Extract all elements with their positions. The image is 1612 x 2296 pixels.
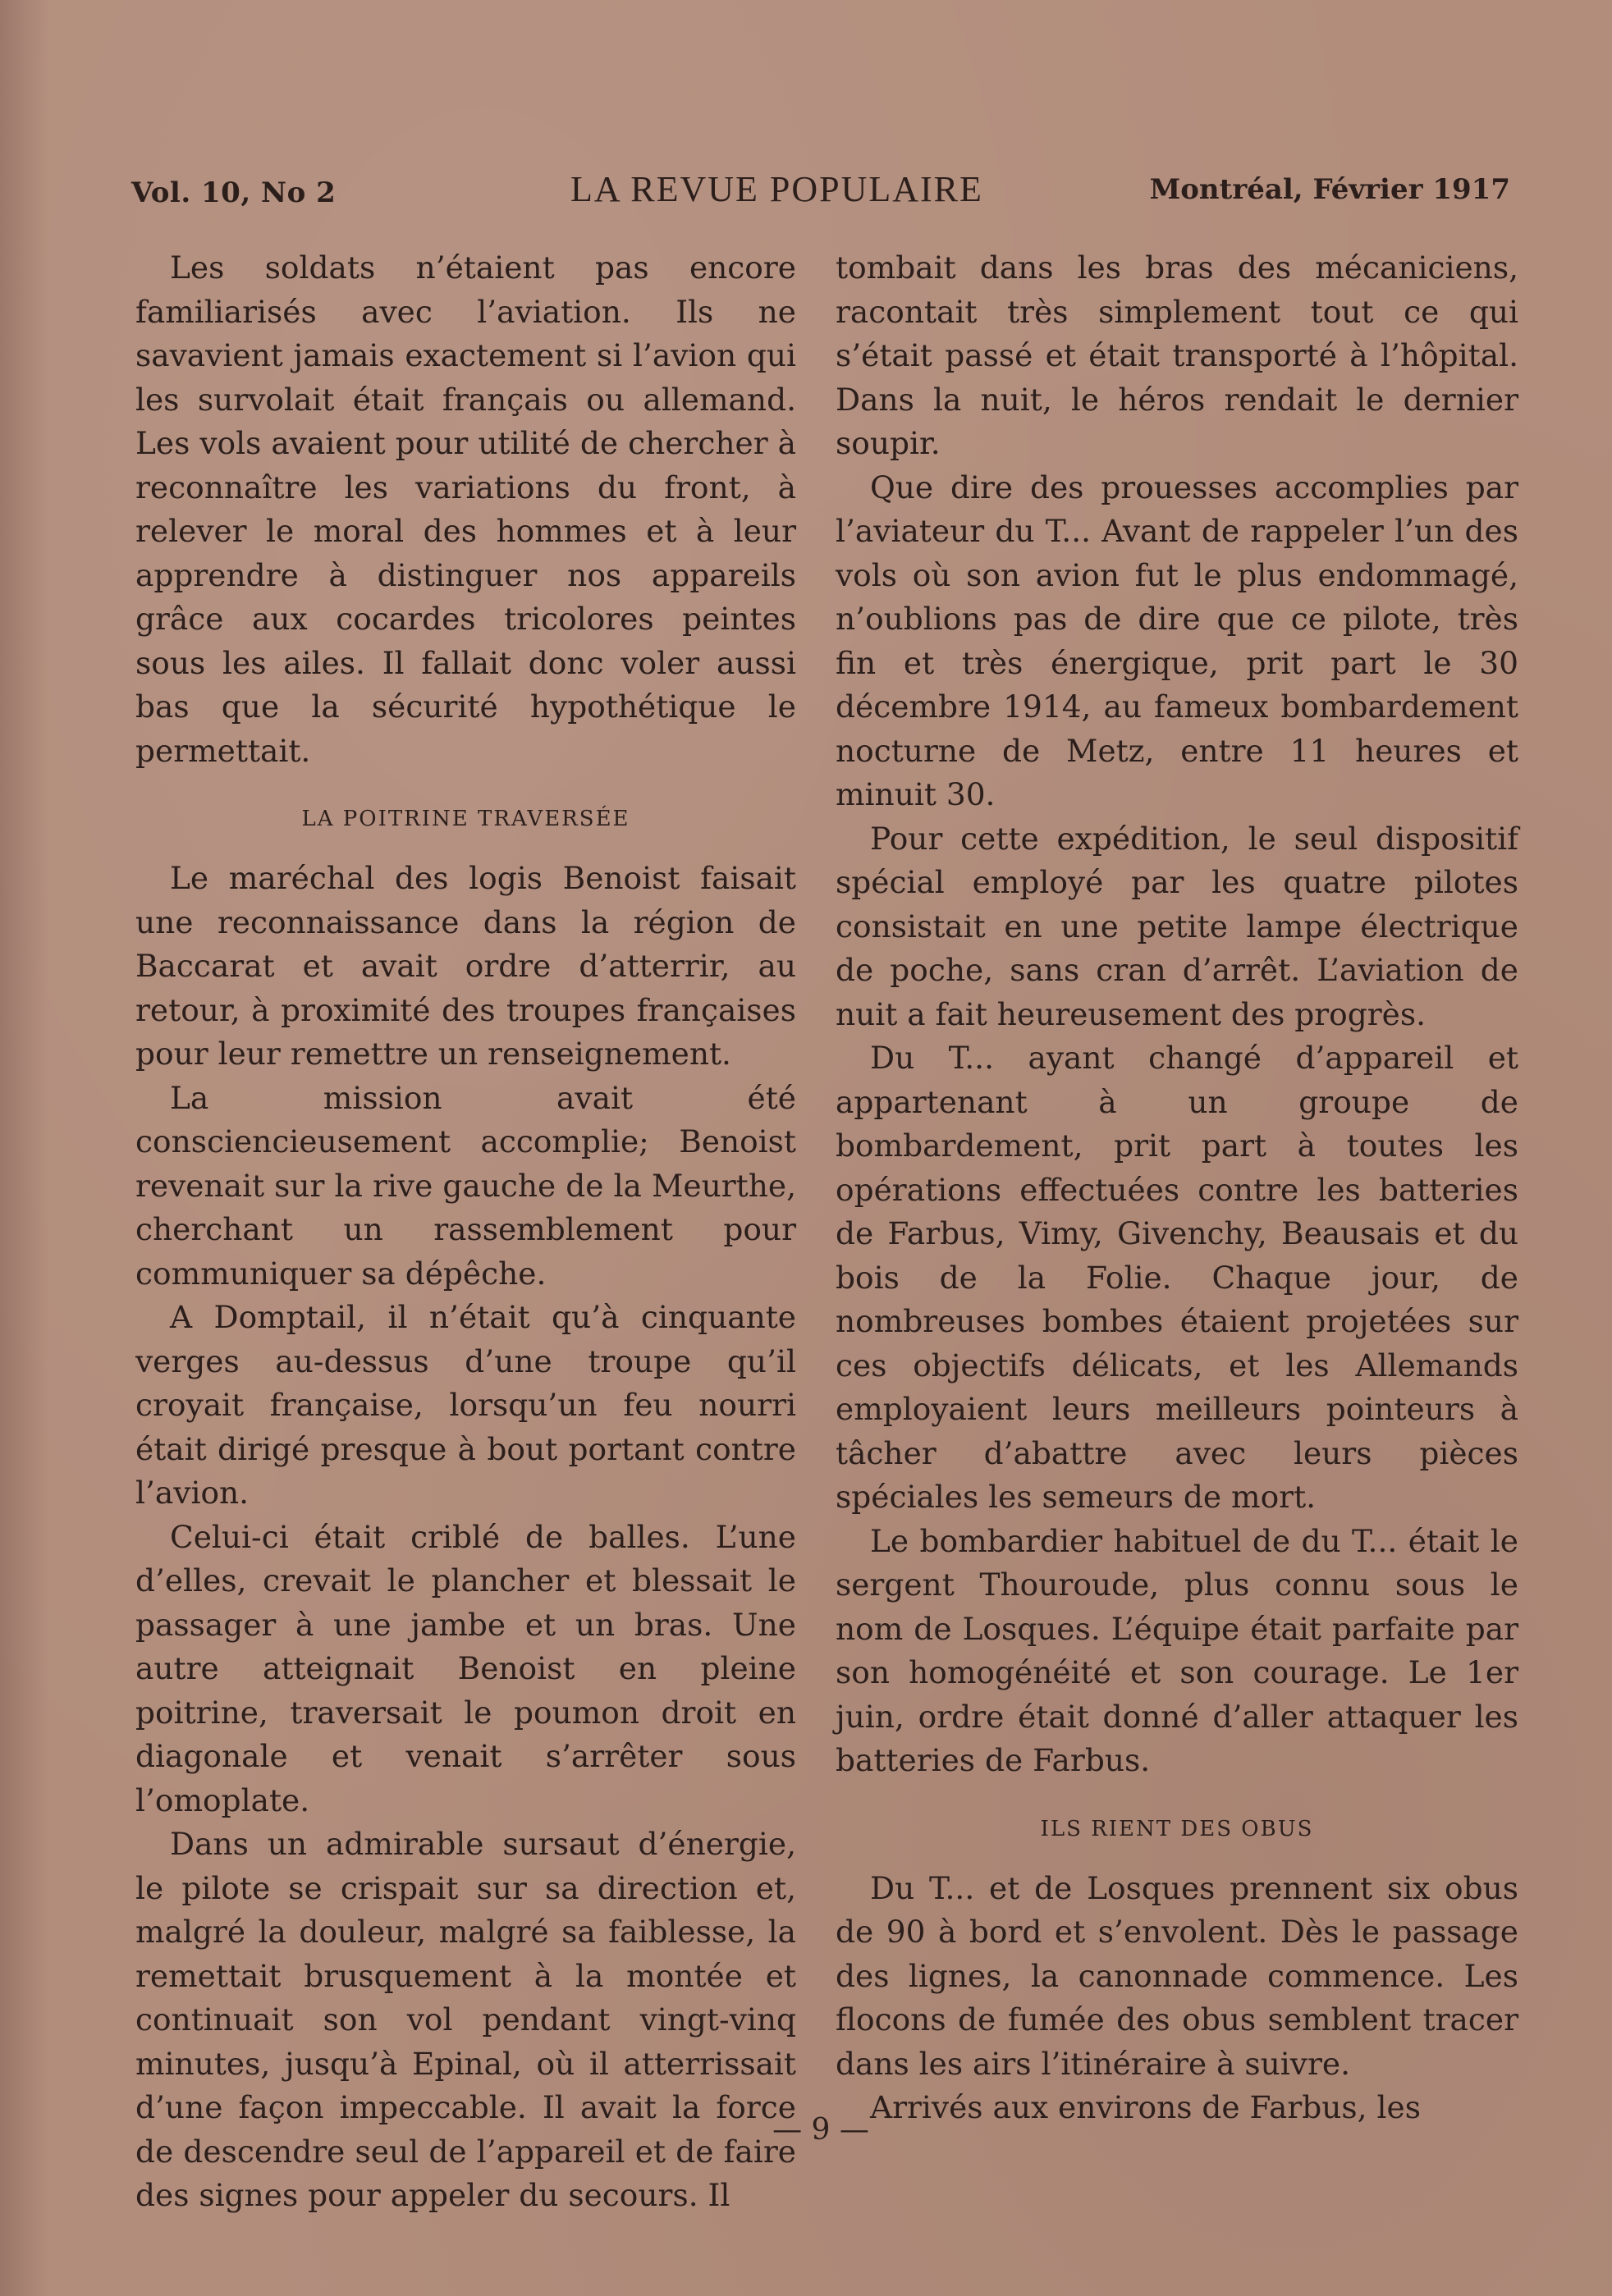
paragraph-continued: tombait dans les bras des mécaniciens, racontait très simplement tout ce qui s’était passé et était transporté à l’hôpital. Dans la nuit, le héros rendait le dernier soupir. [836, 249, 1518, 461]
paragraph: Les soldats n’étaient pas encore familiarisés avec l’aviation. Ils ne savavient jamais exactement si l’avion qui les survolait était français ou allemand. Les vols avaient pour utilité de chercher à reconnaître les variations du front, à relever le moral des hommes et à leur apprendre à distinguer nos appareils grâce aux cocardes tricolores peintes sous les ailes. Il fallait donc voler aussi bas que la sécurité hypothétique le permettait. [135, 249, 796, 769]
volume-number: Vol. 10, No 2 [131, 176, 337, 209]
paragraph: Que dire des prouesses accomplies par l’aviateur du T... Avant de rappeler l’un des vols où son avion fut le plus endommagé, n’oublions pas de dire que ce pilote, très fin et très énergique, prit part le 30 décembre 1914, au fameux bombardement nocturne de Metz, entre 11 heures et minuit 30. [836, 469, 1518, 812]
left-column [135, 246, 796, 2218]
publication-title: LA REVUE POPULAIRE [570, 169, 983, 209]
paragraph: A Domptail, il n’était qu’à cinquante verges au-dessus d’une troupe qu’il croyait française, lorsqu’un feu nourri était dirigé presque à bout portant contre l’avion. [135, 1299, 796, 1511]
paragraph: La mission avait été consciencieusement accomplie; Benoist revenait sur la rive gauche de la Meurthe, cherchant un rassemblement pour communiquer sa dépêche. [135, 1079, 796, 1292]
page-number: — 9 — [772, 2113, 869, 2147]
paragraph: Le maréchal des logis Benoist faisait une reconnaissance dans la région de Baccarat et avait ordre d’atterrir, au retour, à proximité des troupes françaises pour leur remettre un renseignement. [135, 860, 796, 1072]
running-header [131, 168, 1510, 217]
section-heading: ILS RIENT DES OBUS [1040, 1816, 1314, 1841]
paragraph: Pour cette expédition, le seul dispositif spécial employé par les quatre pilotes consistait en une petite lampe électrique de poche, sans cran d’arrêt. L’aviation de nuit a fait heureusement des progrès. [836, 820, 1518, 1032]
paragraph: Celui-ci était criblé de balles. L’une d’elles, crevait le plancher et blessait le passager à une jambe et un bras. Une autre atteignait Benoist en pleine poitrine, traversait le poumon droit en diagonale et venait s’arrêter sous l’omoplate. [135, 1518, 796, 1818]
paragraph: Du T... ayant changé d’appareil et appartenant à un groupe de bombardement, prit part à toutes les opérations effectuées contre les batteries de Farbus, Vimy, Givenchy, Beausais et du bois de la Folie. Chaque jour, de nombreuses bombes étaient projetées sur ces objectifs délicats, et les Allemands employaient leurs meilleurs pointeurs à tâcher d’abattre avec leurs pièces spéciales les semeurs de mort. [836, 1040, 1518, 1515]
paragraph: Arrivés aux environs de Farbus, les [870, 2089, 1421, 2125]
paragraph: Du T... et de Losques prennent six obus de 90 à bord et s’envolent. Dès le passage des lignes, la canonnade commence. Les flocons de fumée des obus semblent tracer dans les airs l’itinéraire à suivre. [836, 1869, 1518, 2082]
place-date: Montréal, Février 1917 [1149, 173, 1510, 206]
paragraph: Le bombardier habituel de du T... était le sergent Thouroude, plus connu sous le nom de Losques. L’équipe était parfaite par son homogénéité et son courage. Le 1er juin, ordre était donné d’aller attaquer les batteries de Farbus. [836, 1522, 1518, 1778]
paragraph: Dans un admirable sursaut d’énergie, le pilote se crispait sur sa direction et, malgré la douleur, malgré sa faiblesse, la remettait brusquement à la montée et continuait son vol pendant vingt-vinq minutes, jusqu’à Epinal, où il atterrissait d’une façon impeccable. Il avait la force de descendre seul de l’appareil et de faire des signes pour appeler du secours. Il [135, 1826, 796, 2213]
page-edge-shadow [0, 0, 49, 2296]
section-heading: LA POITRINE TRAVERSÉE [301, 807, 630, 831]
right-column [836, 246, 1518, 2130]
